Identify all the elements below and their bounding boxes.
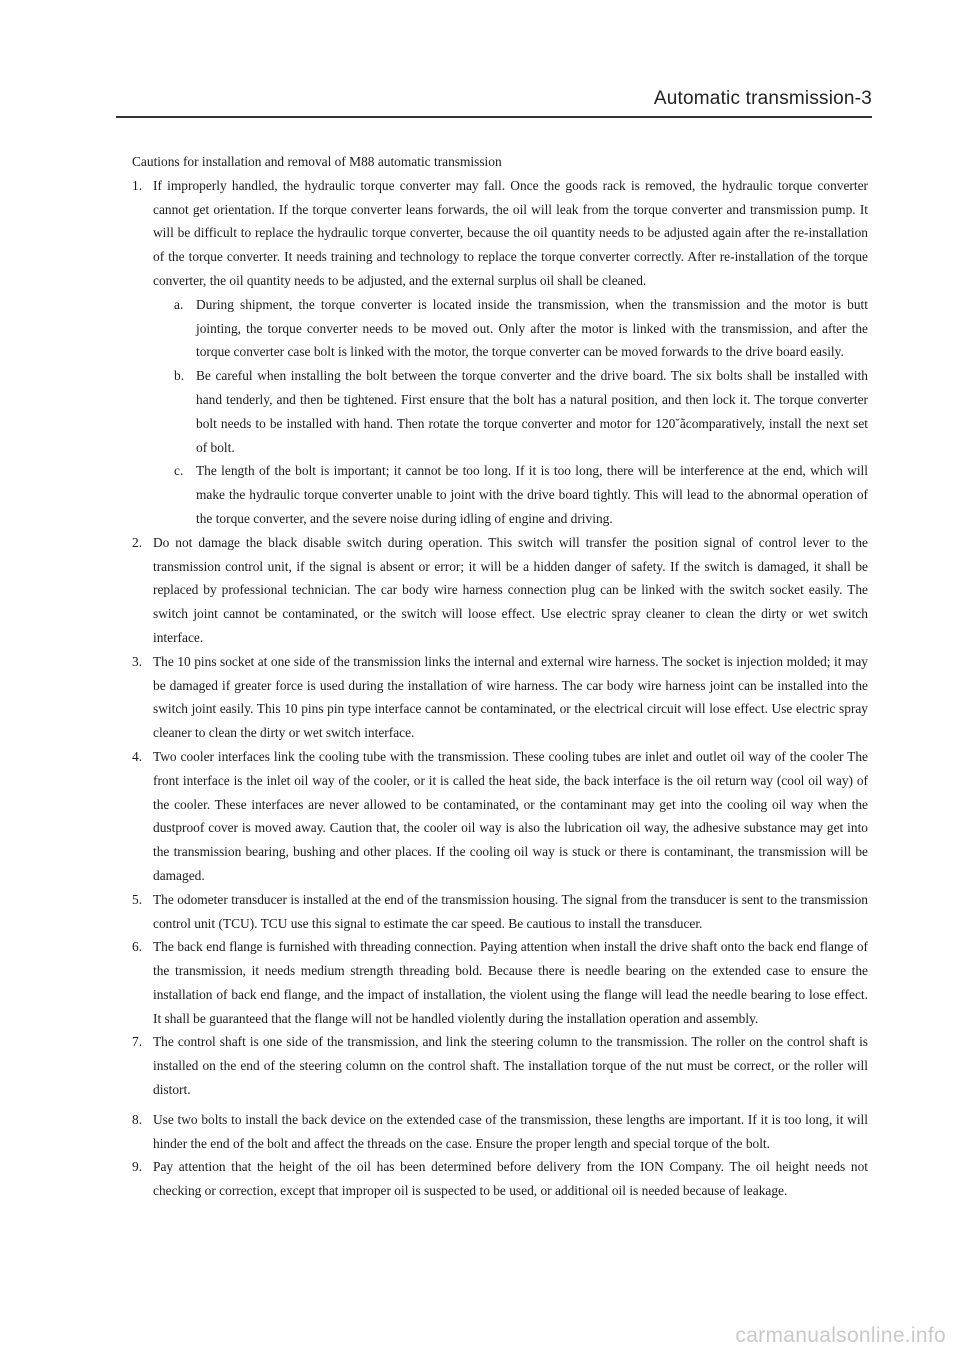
item-number: 8. [132,1111,143,1127]
item-number: 9. [132,1159,143,1175]
caution-item-9 [132,1155,868,1203]
sub-item-letter: c. [174,463,184,479]
sub-item-letter: a. [174,296,184,312]
item-text: The back end flange is furnished with threading connection. Paying attention when install the drive shaft onto the back end flange of the transmission, it needs medium strength threading bold. Because there is needle bearing on the extended case to ensure the installation of back end flange, and the impact of installation, the violent using the flange will lead the needle bearing to lose effect. It shall be guaranteed that the flange will not be handled violently during the installation operation and assembly. [153,939,868,1026]
sub-item-b [174,364,868,459]
sub-item-text: The length of the bolt is important; it cannot be too long. If it is too long, there will be interference at the end, which will make the hydraulic torque converter unable to joint with the drive board tightly. This will lead to the abnormal operation of the torque converter, and the severe noise during idling of engine and driving. [196,463,868,526]
item-text: Pay attention that the height of the oil has been determined before delivery from the ION Company. The oil height needs not checking or correction, except that improper oil is suspected to be used, or additional oil is needed because of leakage. [153,1159,868,1199]
watermark: carmanualsonline.info [735,1324,946,1347]
item-number: 6. [132,939,143,955]
item-number: 1. [132,177,143,193]
item-number: 4. [132,748,143,764]
sub-item-text: During shipment, the torque converter is located inside the transmission, when the transmission and the motor is butt jointing, the torque converter needs to be moved out. Only after the motor is linked with the transmission, and after the torque converter case bolt is linked with the motor, the torque converter can be moved forwards to the drive board easily. [196,296,868,360]
item-text: Use two bolts to install the back device on the extended case of the transmission, these lengths are important. If it is too long, it will hinder the end of the bolt and affect the threads on the case. Ensure the proper length and special torque of the bolt. [153,1111,868,1151]
caution-item-2 [132,531,868,650]
header-divider [116,116,872,118]
item-text: Two cooler interfaces link the cooling tube with the transmission. These cooling tubes are inlet and outlet oil way of the cooler The front interface is the inlet oil way of the cooler, or it is called the heat side, the back interface is the oil return way (cool oil way) of the cooler. These interfaces are never allowed to be contaminated, or the contaminant may get into the cooling oil way when the dustproof cover is moved away. Caution that, the cooler oil way is also the lubrication oil way, the adhesive substance may get into the transmission bearing, bushing and other places. If the cooling oil way is stuck or there is contaminant, the transmission will be damaged. [153,748,868,883]
item-text: Do not damage the black disable switch during operation. This switch will transfer the position signal of control lever to the transmission control unit, if the signal is absent or error; it will be a hidden danger of safety. If the switch is damaged, it shall be replaced by professional technician. The car body wire harness connection plug can be linked with the switch socket easily. The switch joint cannot be contaminated, or the switch will loose effect. Use electric spray cleaner to clean the dirty or wet switch interface. [153,534,868,645]
item-text: If improperly handled, the hydraulic torque converter may fall. Once the goods rack is removed, the hydraulic torque converter cannot get orientation. If the torque converter leans forwards, the oil will leak from the torque converter and transmission pump. It will be difficult to replace the hydraulic torque converter, because the oil quantity needs to be adjusted again after the re-installation of the torque converter. It needs training and technology to replace the torque converter correctly. After re-installation of the torque converter, the oil quantity needs to be adjusted, and the external surplus oil shall be cleaned. [153,177,868,288]
sub-item-text: Be careful when installing the bolt between the torque converter and the drive board. The six bolts shall be installed with hand tenderly, and then be tightened. First ensure that the bolt has a natural position, and then lock it. The torque converter bolt needs to be installed with hand. Then rotate the torque converter and motor for 120˘ãcomparatively, install the next set of bolt. [196,368,868,455]
caution-item-3 [132,650,868,745]
item-text: The control shaft is one side of the transmission, and link the steering column to the transmission. The roller on the control shaft is installed on the end of the steering column on the control shaft. The installation torque of the nut must be correct, or the roller will distort. [153,1034,868,1098]
item-number: 2. [132,534,143,550]
caution-item-5 [132,888,868,936]
sub-item-c [174,459,868,530]
document-body [132,150,868,1203]
caution-item-4 [132,745,868,888]
caution-item-6 [132,935,868,1030]
document-title: Cautions for installation and removal of M88 automatic transmission [132,154,502,169]
caution-item-8 [132,1108,868,1156]
page-header-title: Automatic transmission-3 [653,88,872,109]
caution-item-1 [132,174,868,531]
item-number: 5. [132,891,143,907]
caution-item-7 [132,1030,868,1101]
item-number: 3. [132,653,143,669]
item-number: 7. [132,1034,143,1050]
item-text: The 10 pins socket at one side of the transmission links the internal and external wire harness. The socket is injection molded; it may be damaged if greater force is used during the installation of wire harness. The car body wire harness joint can be installed into the switch joint easily. This 10 pins pin type interface cannot be contaminated, or the electrical circuit will lose effect. Use electric spray cleaner to clean the dirty or wet switch interface. [153,653,868,741]
sub-item-a [174,293,868,364]
item-text: The odometer transducer is installed at the end of the transmission housing. The signal from the transducer is sent to the transmission control unit (TCU). TCU use this signal to estimate the car speed. Be cautious to install the transducer. [153,891,868,931]
sub-item-letter: b. [174,368,185,384]
